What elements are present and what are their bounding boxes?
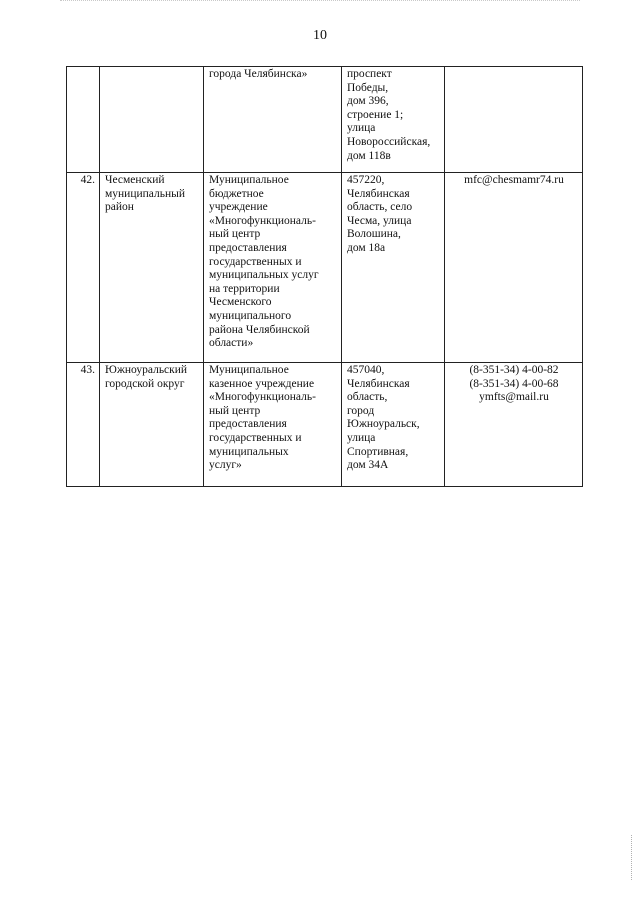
institution-line: города Челябинска» <box>209 68 308 80</box>
institution-line: муниципального <box>209 309 292 322</box>
address-cell <box>342 67 445 173</box>
institution-line: предоставления <box>209 418 287 431</box>
contacts-cell <box>445 173 583 363</box>
address-cell <box>342 173 445 363</box>
district-cell <box>100 173 204 363</box>
address-line: Челябинская <box>347 377 410 390</box>
address-line: область, село <box>347 201 413 214</box>
address-line: Челябинская <box>347 187 410 200</box>
institution-cell <box>204 67 342 173</box>
scan-artifact-right <box>631 835 634 880</box>
address-line: дом 34А <box>347 459 389 472</box>
address-line: дом 396, <box>347 95 389 108</box>
district-cell <box>100 67 204 173</box>
address-line: строение 1; <box>347 108 404 121</box>
institution-line: на территории <box>209 282 280 295</box>
district-line: городской округ <box>105 377 185 390</box>
contact-line: mfc@chesmamr74.ru <box>464 174 564 186</box>
district-line: район <box>105 201 134 214</box>
address-line: Новороссийская, <box>347 135 431 148</box>
address-cell <box>342 363 445 487</box>
institution-line: «Многофункциональ- <box>209 391 316 404</box>
address-line: Волошина, <box>347 228 401 241</box>
institution-line: учреждение <box>209 201 268 214</box>
district-line: Южноуральский <box>105 364 188 376</box>
table-row <box>67 363 583 487</box>
address-line: 457040, <box>347 364 385 376</box>
institution-line: государственных и <box>209 255 302 268</box>
institution-line: услуг» <box>209 459 242 472</box>
address-line: дом 18а <box>347 241 386 254</box>
institution-line: ный центр <box>209 228 261 241</box>
institution-line: «Многофункциональ- <box>209 214 316 227</box>
institution-line: области» <box>209 337 254 350</box>
scan-artifact-top <box>60 0 580 7</box>
row-number-cell <box>67 67 100 173</box>
table-body <box>67 67 583 487</box>
institution-cell <box>204 173 342 363</box>
address-line: дом 118в <box>347 149 391 162</box>
address-line: Южноуральск, <box>347 418 420 431</box>
table-row <box>67 67 583 173</box>
address-line: Спортивная, <box>347 445 409 458</box>
address-line: проспект <box>347 68 392 80</box>
address-line: 457220, <box>347 174 385 186</box>
district-cell <box>100 363 204 487</box>
table-row <box>67 173 583 363</box>
address-line: город <box>347 404 375 417</box>
institution-line: государственных и <box>209 431 302 444</box>
contact-line: (8-351-34) 4-00-82 <box>469 364 559 376</box>
institution-line: района Челябинской <box>209 323 310 336</box>
institution-line: ный центр <box>209 404 261 417</box>
contacts-cell <box>445 363 583 487</box>
institution-line: казенное учреждение <box>209 377 315 390</box>
district-line: муниципальный <box>105 187 186 200</box>
institution-line: предоставления <box>209 241 287 254</box>
contact-line: ymfts@mail.ru <box>479 391 549 404</box>
address-line: Победы, <box>347 81 389 94</box>
address-line: область, <box>347 391 388 404</box>
institutions-table <box>66 66 583 487</box>
institution-line: Муниципальное <box>209 174 289 186</box>
address-line: улица <box>347 122 376 135</box>
institution-line: Чесменского <box>209 296 272 309</box>
row-number-cell: 43. <box>67 363 100 487</box>
district-line: Чесменский <box>105 174 165 186</box>
institution-line: бюджетное <box>209 187 264 200</box>
contact-line: (8-351-34) 4-00-68 <box>469 377 559 390</box>
institution-line: муниципальных услуг <box>209 269 319 282</box>
row-number-cell: 42. <box>67 173 100 363</box>
institution-line: муниципальных <box>209 445 289 458</box>
contacts-cell <box>445 67 583 173</box>
institution-cell <box>204 363 342 487</box>
address-line: улица <box>347 431 376 444</box>
page-number: 10 <box>313 28 327 43</box>
address-line: Чесма, улица <box>347 214 412 227</box>
institution-line: Муниципальное <box>209 364 289 376</box>
